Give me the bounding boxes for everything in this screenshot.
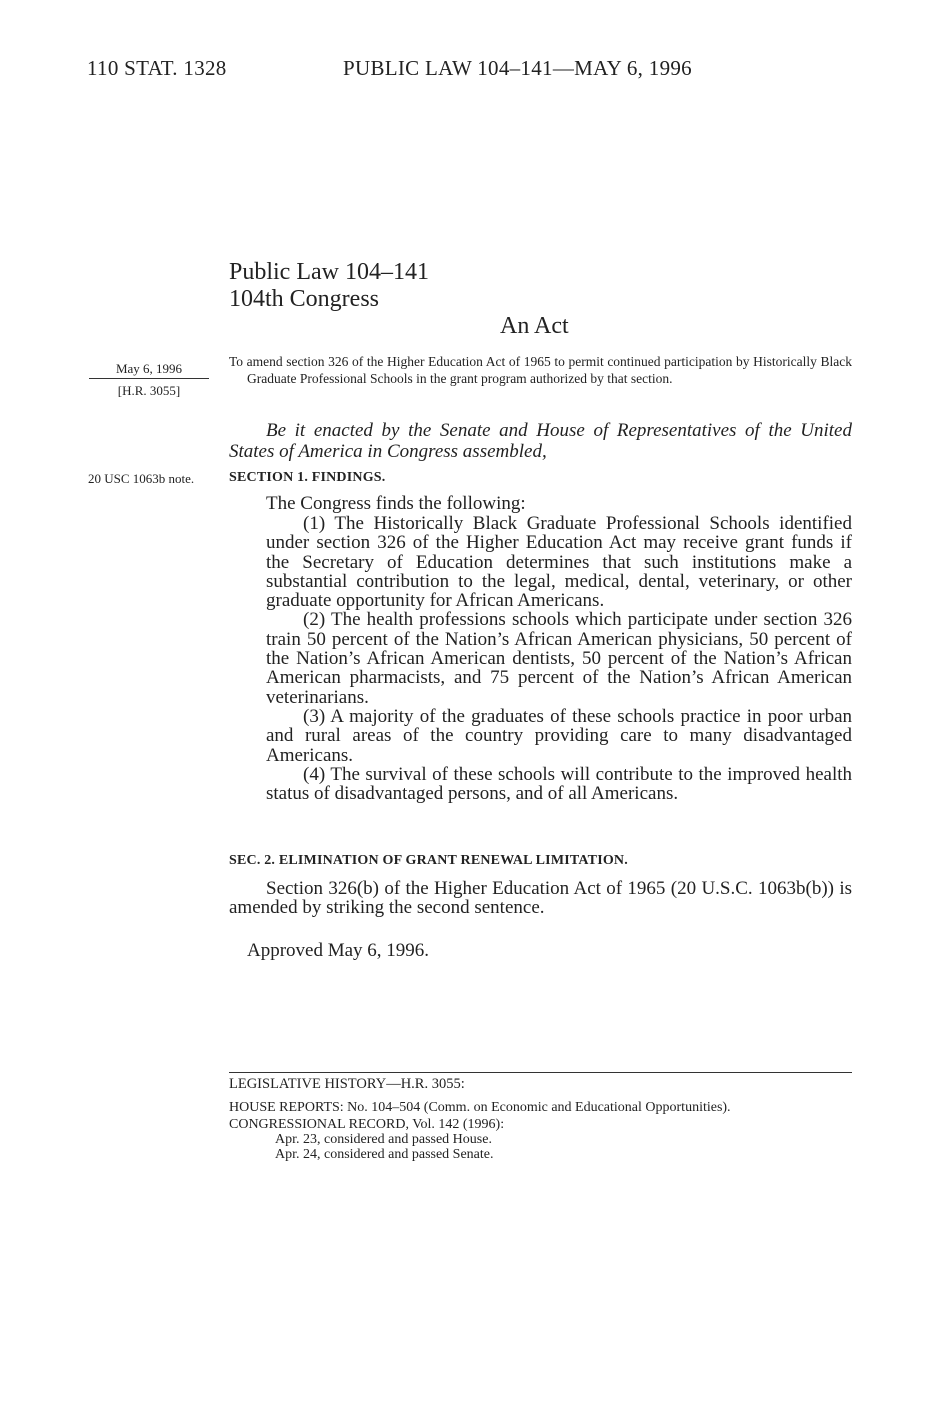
congress-number: 104th Congress <box>229 286 379 312</box>
act-purpose-text: To amend section 326 of the Higher Education Act of 1965 to permit continued participation by Historically Black Graduate Professional Schools in the grant program authorized by that section. <box>229 354 852 386</box>
legislative-history <box>229 1077 852 1162</box>
statute-page-reference: 110 STAT. 1328 <box>87 56 227 80</box>
act-purpose <box>229 353 852 387</box>
legislative-history-divider <box>229 1072 852 1073</box>
finding-item: (4) The survival of these schools will contribute to the improved health status of disadvantaged persons, and of all Americans. <box>266 763 852 805</box>
section-2-heading: SEC. 2. ELIMINATION OF GRANT RENEWAL LIMITATION. <box>229 853 628 868</box>
legislative-history-title: LEGISLATIVE HISTORY—H.R. 3055: <box>229 1076 465 1092</box>
enacting-clause <box>229 420 852 462</box>
public-law-number: Public Law 104–141 <box>229 259 429 285</box>
record-item: Apr. 23, considered and passed House. <box>275 1132 492 1147</box>
running-header <box>87 56 692 81</box>
section-1-intro <box>229 494 852 513</box>
margin-note-divider <box>89 378 209 379</box>
margin-note-bill: [H.R. 3055] <box>117 383 181 398</box>
finding-item: (1) The Historically Black Graduate Professional Schools identified under section 326 of the Higher Education Act may receive grant funds if the Secretary of Education determines that such institutions make a substantial contribution to the legal, medical, dental, veterinary, or other graduate opportunity for African Americans. <box>266 513 852 612</box>
finding-item: (2) The health professions schools which participate under section 326 train 50 percent of the Nation’s African American physicians, 50 percent of the Nation’s African American dentists, 50 percent of the Nation’s African American pharmacists, and 75 percent of the Nation’s African American veterinarians. <box>266 609 852 708</box>
finding-item: (3) A majority of the graduates of these schools practice in poor urban and rural areas of the country providing care to many disadvantaged Americans. <box>266 705 852 766</box>
enacting-clause-text: Be it enacted by the Senate and House of Representatives of the United States of America in Congress assembled, <box>229 420 852 462</box>
approval-date: Approved May 6, 1996. <box>247 940 430 961</box>
congressional-record: CONGRESSIONAL RECORD, Vol. 142 (1996): <box>229 1117 505 1132</box>
margin-note-usc-citation: 20 USC 1063b note. <box>88 471 195 486</box>
section-1-heading: SECTION 1. FINDINGS. <box>229 470 386 485</box>
act-title: An Act <box>500 313 569 339</box>
section-2-text: Section 326(b) of the Higher Education Act of 1965 (20 U.S.C. 1063b(b)) is amended by striking the second sentence. <box>229 878 852 919</box>
section-1-intro-text: The Congress finds the following: <box>266 493 526 514</box>
record-item: Apr. 24, considered and passed Senate. <box>275 1147 494 1162</box>
margin-note-date: May 6, 1996 <box>115 361 183 376</box>
findings-list <box>266 514 852 803</box>
house-reports: HOUSE REPORTS: No. 104–504 (Comm. on Economic and Educational Opportunities). <box>229 1100 731 1115</box>
running-header-title: PUBLIC LAW 104–141—MAY 6, 1996 <box>343 56 692 80</box>
section-2-body <box>229 879 852 918</box>
